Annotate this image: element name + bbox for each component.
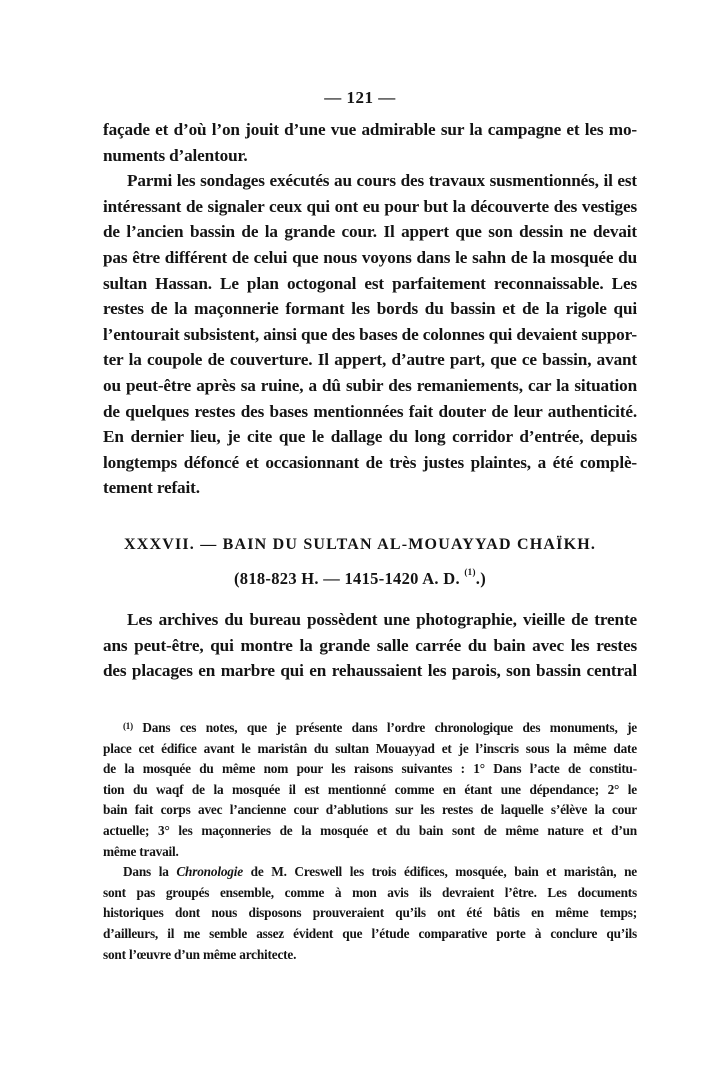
footnote-line: Dans la Chronologie de M. Creswell les trois édifices, mosquée, bain et maristân, ne: [123, 864, 637, 880]
footnote: [103, 718, 637, 965]
text-line: pas être différent de celui que nous voyons dans le sahn de la mosquée du: [103, 247, 637, 267]
footnote-line: sont pas groupés ensemble, comme à mon avis ils devraient l’être. Les documents: [103, 884, 637, 900]
footnote-line: $^{(1)}$ Dans ces notes, que je présente dans l’ordre chronologique des monuments, je: [123, 720, 638, 735]
dates-close: .): [475, 569, 487, 588]
footnote-marker: (1): [123, 721, 133, 731]
footnote-line: place cet édifice avant le maristân du sultan Mouayyad et je l’inscris sous la même date: [103, 740, 637, 756]
text-line: En dernier lieu, je cite que le dallage du long corridor d’entrée, depuis: [103, 427, 637, 447]
body-text-paragraphs: [103, 117, 637, 501]
text-line: façade et d’où l’on jouit d’une vue admirable sur la campagne et les mo-: [103, 120, 637, 139]
footnote-line: de la mosquée du même nom pour les raisons suivantes : 1° Dans l’acte de constitu-: [103, 761, 637, 777]
footnote-line: sont l’œuvre d’un même architecte.: [103, 946, 297, 962]
text-line: ans peut-être, qui montre la grande salle carrée du bain avec les restes: [103, 635, 637, 655]
section-body-paragraph: [103, 607, 637, 684]
text-line: longtemps défoncé et occasionnant de très justes plaintes, a été complè-: [103, 452, 637, 472]
text-line: de quelques restes des bases mentionnées fait douter de leur authenticité.: [103, 401, 637, 421]
dates-text: (818-823 H. — 1415-1420 A. D.: [233, 569, 460, 588]
section-dates: [0, 569, 720, 589]
text-line: ter la coupole de couverture. Il appert, d’autre part, que ce bassin, avant: [103, 350, 637, 370]
page-number: — 121 —: [324, 88, 396, 107]
text-line: l’entourait subsistent, ainsi que des bases de colonnes qui devaient suppor-: [103, 324, 637, 344]
text-line: restes de la maçonnerie formant les bords du bassin et de la rigole qui: [103, 299, 637, 319]
footnote-line: bain fait corps avec l’ancienne cour d’ablutions sur les restes de laquelle s’élève la cour: [103, 802, 637, 818]
footnote-line: même travail.: [103, 843, 179, 859]
text-line: Les archives du bureau possèdent une photographie, vieille de trente: [127, 610, 637, 629]
footnote-line: actuelle; 3° les maçonneries de la mosquée et du bain sont de même nature et d’un: [103, 822, 637, 838]
book-title: Chronologie: [176, 864, 243, 880]
text-line: ou peut-être après sa ruine, a dû subir des remaniements, car la situation: [103, 375, 637, 395]
text-line: Parmi les sondages exécutés au cours des travaux susmentionnés, il est: [127, 171, 637, 191]
text-line: des placages en marbre qui en rehaussaient les parois, son bassin central: [103, 661, 637, 681]
text-line: numents d’alentour.: [103, 145, 248, 165]
text-line: de l’ancien bassin de la grande cour. Il appert que son dessin ne devait: [103, 222, 637, 242]
footnote-line: tion du waqf de la mosquée il est mentionné comme en étant une dépendance; 2° le: [103, 781, 637, 797]
text-line: tement refait.: [103, 478, 200, 498]
footnote-line: historiques dont nous disposons prouveraient qu’ils ont été bâtis en même temps;: [103, 905, 637, 921]
text-line: sultan Hassan. Le plan octogonal est parfaitement reconnaissable. Les: [103, 273, 637, 293]
text-line: intéressant de signaler ceux qui ont eu pour but la découverte des vestiges: [103, 196, 637, 216]
section-title: XXXVII. — BAIN DU SULTAN AL-MOUAYYAD CHAÏKH.: [123, 536, 597, 553]
footnote-line: d’ailleurs, il me semble assez évident que l’étude comparative porte à conclure qu’ils: [103, 925, 637, 941]
footnote-reference[interactable]: (1): [464, 567, 476, 577]
